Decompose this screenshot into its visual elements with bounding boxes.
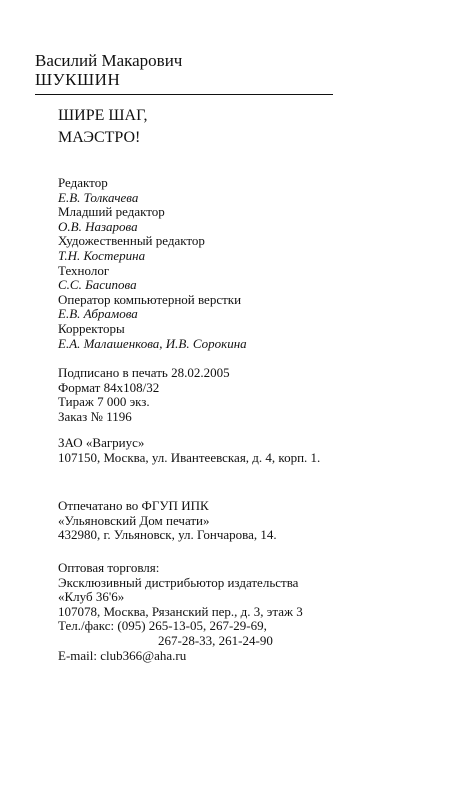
wholesale-heading: Оптовая торговля: (58, 560, 160, 575)
credits-block (58, 176, 247, 351)
book-title-line-2: МАЭСТРО! (58, 129, 141, 146)
print-signed-date: Подписано в печать 28.02.2005 (58, 365, 230, 380)
credit-name: Т.Н. Костерина (58, 247, 146, 263)
author-first-name: Василий Макарович (35, 51, 183, 70)
credit-name: О.В. Назарова (58, 218, 138, 234)
book-title-line-1: ШИРЕ ШАГ, (58, 107, 148, 124)
printer-address: 432980, г. Ульяновск, ул. Гончарова, 14. (58, 527, 277, 543)
credit-name: Е.В. Абрамова (58, 306, 138, 322)
credit-name: С.С. Басипова (58, 277, 137, 293)
publisher-block (58, 436, 320, 465)
credit-name: Е.В. Толкачева (58, 189, 139, 205)
wholesale-distributor: Эксклюзивный дистрибьютор издательства (58, 574, 299, 590)
author-last-name: ШУКШИН (35, 70, 121, 89)
credit-role: Корректоры (58, 320, 125, 336)
print-info-block (58, 366, 230, 424)
printer-block (58, 499, 277, 543)
print-run: Тираж 7 000 экз. (58, 394, 150, 410)
print-format: Формат 84x108/32 (58, 379, 160, 395)
credit-name: Е.А. Малашенкова, И.В. Сорокина (58, 335, 247, 351)
credit-role: Технолог (58, 262, 110, 278)
publisher-address: 107150, Москва, ул. Ивантеевская, д. 4, корп. 1. (58, 449, 321, 465)
book-title (58, 105, 148, 149)
printer-line: «Ульяновский Дом печати» (58, 512, 210, 528)
printer-line: Отпечатано во ФГУП ИПК (58, 498, 209, 513)
credit-role: Оператор компьютерной верстки (58, 291, 242, 307)
wholesale-email: E-mail: club366@aha.ru (58, 647, 187, 663)
credit-role: Художественный редактор (58, 233, 205, 249)
credit-role: Редактор (58, 175, 108, 190)
publisher-name: ЗАО «Вагриус» (58, 435, 145, 450)
wholesale-club: «Клуб 36'6» (58, 589, 125, 605)
divider-rule (35, 94, 333, 95)
wholesale-address: 107078, Москва, Рязанский пер., д. 3, этаж 3 (58, 603, 303, 619)
wholesale-phone: Тел./факс: (095) 265-13-05, 267-29-69, (58, 618, 267, 634)
print-order: Заказ № 1196 (58, 408, 132, 424)
wholesale-phone: 267-28-33, 261-24-90 (158, 632, 273, 648)
credit-role: Младший редактор (58, 204, 165, 220)
wholesale-block (58, 561, 303, 663)
